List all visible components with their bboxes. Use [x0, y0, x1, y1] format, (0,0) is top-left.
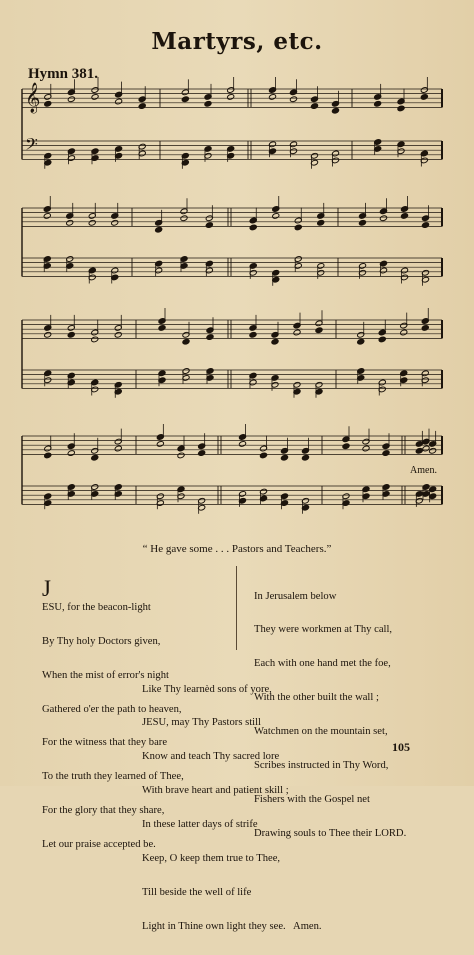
note-head — [359, 219, 367, 226]
note-head — [115, 98, 123, 105]
column-divider — [236, 566, 237, 650]
note-head — [380, 215, 388, 222]
note-head — [67, 331, 75, 338]
note-head — [401, 213, 409, 220]
note-head — [400, 329, 408, 336]
note-head — [91, 454, 99, 461]
note-head — [421, 325, 429, 332]
note-head — [67, 96, 75, 103]
note-head — [182, 338, 190, 345]
verse-1-line: Gathered o'er the path to heaven, — [42, 703, 182, 715]
verse-1-dropcap: J — [42, 576, 51, 602]
verse-2-line: Drawing souls to Thee their LORD. — [254, 827, 407, 839]
note-head — [180, 215, 188, 222]
note-head — [43, 213, 51, 220]
note-head — [181, 96, 189, 103]
note-head — [198, 450, 206, 457]
note-head — [67, 450, 75, 457]
note-head — [44, 100, 52, 107]
page-title: Martyrs, etc. — [151, 28, 323, 55]
verse-2-line: Fishers with the Gospel net — [254, 793, 370, 805]
note-head — [382, 450, 390, 457]
scripture-quote: “ He gave some . . . Pastors and Teachers.” — [142, 543, 332, 555]
note-head — [294, 224, 302, 231]
note-head — [155, 226, 163, 233]
note-head — [206, 334, 214, 341]
note-head — [342, 443, 350, 450]
hymn-number: Hymn 381. — [28, 66, 99, 82]
note-head — [272, 213, 280, 220]
note-head — [114, 445, 122, 452]
verse-2-line: Each with one hand met the foe, — [254, 658, 391, 670]
verse-3-line: Till beside the well of life — [142, 886, 252, 898]
note-head — [239, 441, 247, 448]
verse-3-line: Know and teach Thy sacred lore — [142, 751, 280, 763]
verse-2-line: In Jerusalem below — [254, 590, 337, 602]
verse-1-line: When the mist of error's night — [42, 669, 169, 681]
note-head — [249, 224, 257, 231]
note-head — [281, 454, 289, 461]
note-head — [362, 445, 370, 452]
note-head — [422, 222, 430, 229]
verse-2-line: With the other built the wall ; — [254, 692, 379, 704]
note-head — [374, 100, 382, 107]
note-head — [88, 219, 96, 226]
page-number: 105 — [392, 740, 410, 754]
verse-3-line: Keep, O keep them true to Thee, — [142, 853, 281, 865]
note-head — [114, 331, 122, 338]
note-head — [397, 105, 405, 112]
note-head — [332, 107, 340, 114]
verse-1-line: By Thy holy Doctors given, — [42, 635, 161, 647]
note-head — [420, 94, 428, 101]
amen-label: Amen. — [410, 465, 437, 476]
verse-3-line: With brave heart and patient skill ; — [142, 785, 289, 797]
note-head — [44, 331, 52, 338]
verse-3-line: Like Thy learnèd sons of yore, — [142, 683, 272, 695]
note-head — [293, 329, 301, 336]
note-head — [269, 94, 277, 101]
note-head — [357, 338, 365, 345]
note-head — [260, 452, 268, 459]
note-head — [156, 441, 164, 448]
note-head — [91, 94, 99, 101]
note-head — [44, 452, 52, 459]
note-head — [378, 336, 386, 343]
verse-1-line: ESU, for the beacon-light — [42, 601, 151, 613]
note-head — [177, 452, 185, 459]
note-head — [111, 219, 119, 226]
note-head — [227, 94, 235, 101]
verse-3-line: In these latter days of strife — [142, 819, 258, 831]
verse-3-line: JESU, may Thy Pastors still — [142, 717, 261, 729]
verse-1-line: For the witness that they bare — [42, 737, 168, 749]
verse-3-line: Light in Thine own light they see. Amen. — [142, 920, 322, 932]
note-head — [290, 96, 298, 103]
verse-1-line: To the truth they learned of Thee, — [42, 771, 184, 783]
note-head — [205, 222, 213, 229]
note-head — [429, 447, 437, 454]
note-head — [422, 445, 430, 452]
verse-3 — [142, 661, 322, 955]
verse-2-line: They were workmen at Thy call, — [254, 624, 393, 636]
note-head — [249, 331, 257, 338]
note-head — [158, 325, 166, 332]
note-head — [311, 103, 319, 110]
bass-clef: 𝄢 — [25, 134, 38, 158]
treble-clef: 𝄞 — [25, 83, 41, 113]
note-head — [204, 100, 212, 107]
verse-1-line: For the glory that they share, — [42, 805, 165, 817]
note-head — [271, 338, 279, 345]
note-head — [317, 219, 325, 226]
note-head — [302, 454, 310, 461]
note-head — [138, 103, 146, 110]
note-head — [315, 327, 323, 334]
verse-2-line: Watchmen on the mountain set, — [254, 726, 388, 738]
verse-2-line: Scribes instructed in Thy Word, — [254, 760, 389, 772]
verse-1-line: Let our praise accepted be. — [42, 839, 156, 851]
note-head — [91, 336, 99, 343]
note-head — [415, 447, 423, 454]
note-head — [66, 219, 74, 226]
